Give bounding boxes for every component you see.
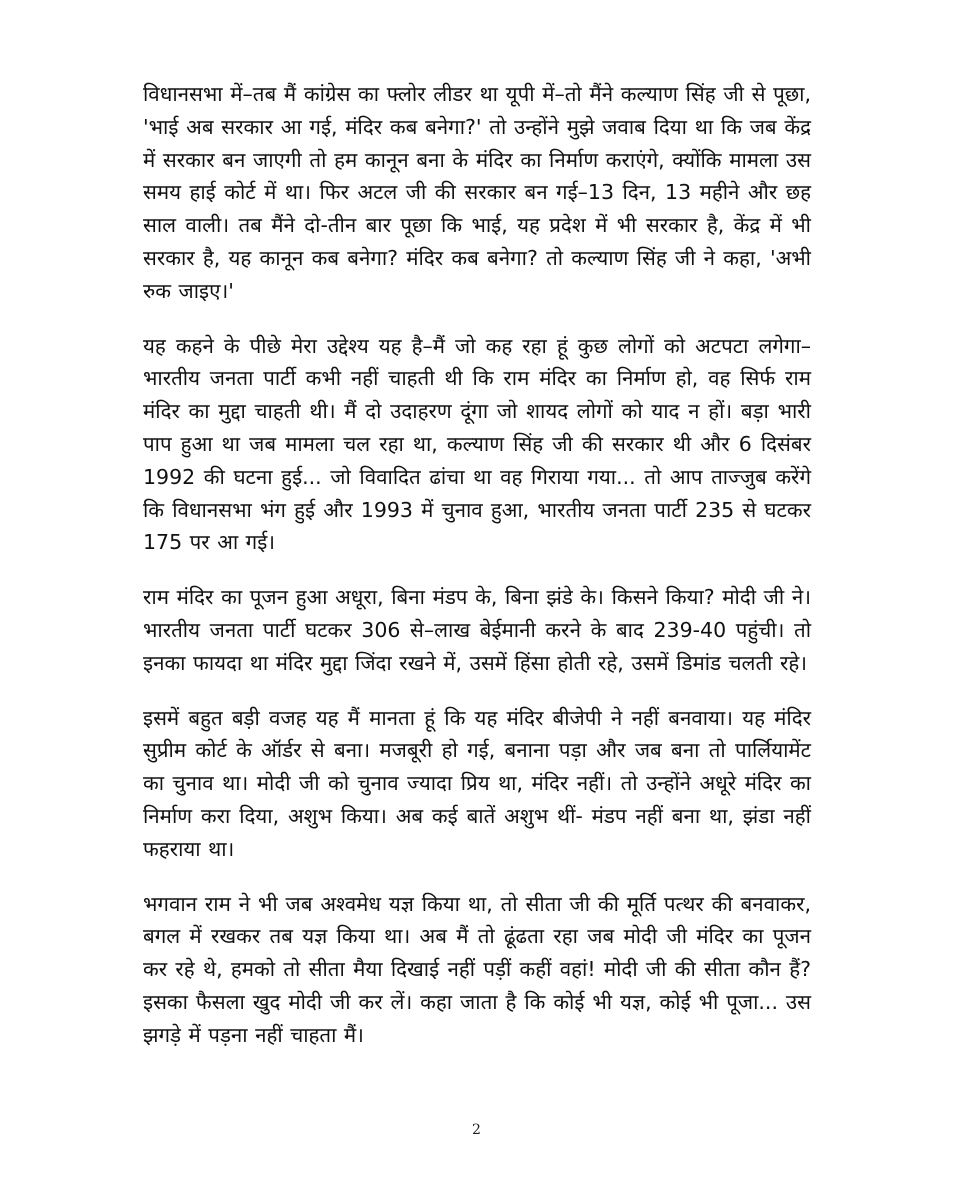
paragraph-2: यह कहने के पीछे मेरा उद्देश्य यह है–मैं जो कह रहा हूं कुछ लोगों को अटपटा लगेगा–भारतीय जनता पार्टी कभी नहीं चाहती थी कि राम मंदिर का निर्माण हो, वह सिर्फ राम मंदिर का मुद्दा चाहती थी। मैं दो उदाहरण दूंगा जो शायद लोगों को याद न हों। बड़ा भारी पाप हुआ था जब मामला चल रहा था, कल्याण सिंह जी की सरकार थी और 6 दिसंबर 1992 की घटना हुई... जो विवादित ढांचा था वह गिराया गया... तो आप ताज्जुब करेंगे कि विधानसभा भंग हुई और 1993 में चुनाव हुआ, भारतीय जनता पार्टी 235 से घटकर 175 पर आ गई। (143, 333, 811, 555)
page-number: 2 (472, 1122, 481, 1138)
paragraph-1: विधानसभा में–तब मैं कांग्रेस का फ्लोर लीडर था यूपी में–तो मैंने कल्याण सिंह जी से पूछा, 'भाई अब सरकार आ गई, मंदिर कब बनेगा?' तो उन्होंने मुझे जवाब दिया था कि जब केंद्र में सरकार बन जाएगी तो हम कानून बना के मंदिर का निर्माण कराएंगे, क्योंकि मामला उस समय हाई कोर्ट में था। फिर अटल जी की सरकार बन गई–13 दिन, 13 महीने और छह साल वाली। तब मैंने दो-तीन बार पूछा कि भाई, यह प्रदेश में भी सरकार है, केंद्र में भी सरकार है, यह कानून कब बनेगा? मंदिर कब बनेगा? तो कल्याण सिंह जी ने कहा, 'अभी रुक जाइए।' (143, 82, 811, 303)
document-body (143, 78, 811, 1074)
paragraph-3: राम मंदिर का पूजन हुआ अधूरा, बिना मंडप के, बिना झंडे के। किसने किया? मोदी जी ने। भारतीय जनता पार्टी घटकर 306 से–लाख बेईमानी करने के बाद 239-40 पहुंची। तो इनका फायदा था मंदिर मुद्दा जिंदा रखने में, उसमें हिंसा होती रहे, उसमें डिमांड चलती रहे। (143, 585, 811, 675)
paragraph-4: इसमें बहुत बड़ी वजह यह मैं मानता हूं कि यह मंदिर बीजेपी ने नहीं बनवाया। यह मंदिर सुप्रीम कोर्ट के ऑर्डर से बना। मजबूरी हो गई, बनाना पड़ा और जब बना तो पार्लियामेंट का चुनाव था। मोदी जी को चुनाव ज्यादा प्रिय था, मंदिर नहीं। तो उन्होंने अधूरे मंदिर का निर्माण करा दिया, अशुभ किया। अब कई बातें अशुभ थीं- मंडप नहीं बना था, झंडा नहीं फहराया था। (143, 705, 811, 861)
paragraph-5: भगवान राम ने भी जब अश्वमेध यज्ञ किया था, तो सीता जी की मूर्ति पत्थर की बनवाकर, बगल में रखकर तब यज्ञ किया था। अब मैं तो ढूंढता रहा जब मोदी जी मंदिर का पूजन कर रहे थे, हमको तो सीता मैया दिखाई नहीं पड़ीं कहीं वहां! मोदी जी की सीता कौन हैं? इसका फैसला खुद मोदी जी कर लें। कहा जाता है कि कोई भी यज्ञ, कोई भी पूजा... उस झगड़े में पड़ना नहीं चाहता मैं। (143, 891, 811, 1047)
